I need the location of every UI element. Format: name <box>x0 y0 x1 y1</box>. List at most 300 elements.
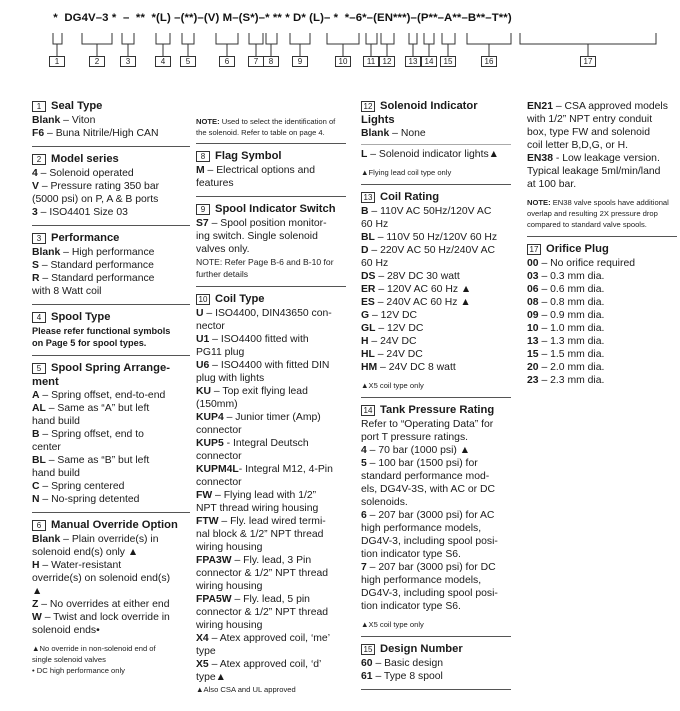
section-number: 14 <box>361 405 375 416</box>
option-text: at 100 bar. <box>527 179 577 190</box>
option-text: tion indicator type S6. <box>361 549 461 560</box>
option-text: Refer to “Operating Data” for <box>361 419 494 430</box>
option-text: connector & 1/2” NPT thread <box>196 607 329 618</box>
section-number: 3 <box>32 233 46 244</box>
option-text: solenoid end(s) only ▲ <box>32 547 139 558</box>
footnote: • DC high performance only <box>32 666 125 675</box>
option-item <box>361 283 511 296</box>
option-text: 60 Hz <box>361 219 389 230</box>
section-number: 15 <box>361 644 375 655</box>
option-text: solenoid ends• <box>32 625 100 636</box>
option-text: – 2.3 mm dia. <box>538 375 605 386</box>
option-item <box>527 257 677 270</box>
option-item <box>361 296 511 309</box>
option-code: 4 <box>361 445 367 456</box>
option-code: Blank <box>32 115 61 126</box>
footnote: compared to standard valve spools. <box>527 220 647 229</box>
section-title: Coil Type <box>215 293 265 305</box>
option-item <box>527 283 677 296</box>
section-performance <box>32 232 190 298</box>
option-text: standard performance mod- <box>361 471 490 482</box>
footnote: ▲No override in non-solenoid end of <box>32 644 156 653</box>
option-code: S7 <box>196 218 209 229</box>
footnote: ▲X5 coil type only <box>361 381 424 390</box>
option-text: – 12V DC <box>375 323 424 334</box>
section-title: Manual Override Option <box>51 519 178 531</box>
option-code: 61 <box>361 671 373 682</box>
section-title: Seal Type <box>51 100 103 112</box>
option-code: 08 <box>527 297 539 308</box>
option-text: – Type 8 spool <box>372 671 443 682</box>
divider <box>32 146 190 147</box>
option-text: wiring housing <box>196 581 263 592</box>
option-item <box>527 361 677 374</box>
code-position-box: 1 <box>49 56 65 67</box>
code-position-box: 6 <box>219 56 235 67</box>
footnote: ▲X5 coil type only <box>361 620 424 629</box>
footnote: single solenoid valves <box>32 655 106 664</box>
section-number: 1 <box>32 101 46 112</box>
section-solenoid-indicator-lights <box>361 100 511 178</box>
divider <box>361 397 511 398</box>
option-code: 20 <box>527 362 539 373</box>
option-text: with 1/2” NPT entry conduit <box>527 114 653 125</box>
orifice-list <box>527 257 677 387</box>
code-position-box: 4 <box>155 56 171 67</box>
option-text: nal block & 1/2” NPT thread <box>196 529 324 540</box>
section-orifice-plug <box>527 243 677 387</box>
option-text: – No orifice required <box>538 258 636 269</box>
option-text: – Junior timer (Amp) <box>223 412 321 423</box>
option-text: center <box>32 442 61 453</box>
option-text: – ISO4400 fitted with <box>209 334 309 345</box>
section-spool-indicator-switch <box>196 203 346 280</box>
option-code: F6 <box>32 128 45 139</box>
code-bracket <box>424 33 434 56</box>
divider <box>527 236 677 237</box>
option-text: – 240V AC 60 Hz ▲ <box>374 297 471 308</box>
footnote: overlap and resulting 2X pressure drop <box>527 209 658 218</box>
code-bracket <box>82 33 112 56</box>
section-model-series <box>32 153 190 219</box>
code-bracket <box>290 33 310 56</box>
option-code: KUP5 <box>196 438 224 449</box>
option-code: Blank <box>361 128 390 139</box>
section-special-features <box>527 100 677 230</box>
option-text: port T pressure ratings. <box>361 432 469 443</box>
option-code: X5 <box>196 659 209 670</box>
option-item <box>361 244 511 257</box>
section-number: 9 <box>196 204 210 215</box>
option-text: type <box>196 646 216 657</box>
option-text: – High performance <box>60 247 155 258</box>
option-text: – 24V DC <box>368 336 417 347</box>
section-title: Orifice Plug <box>546 243 609 255</box>
code-bracket <box>520 33 656 56</box>
divider <box>32 355 190 356</box>
option-item <box>361 444 511 457</box>
option-code: 10 <box>527 323 539 334</box>
column-4 <box>527 100 677 393</box>
divider <box>196 143 346 144</box>
option-code: 13 <box>527 336 539 347</box>
option-item <box>361 348 511 361</box>
divider <box>361 144 511 145</box>
option-code: U <box>196 308 204 319</box>
option-code: H <box>32 560 40 571</box>
section-title: Performance <box>51 232 120 244</box>
option-text: (150mm) <box>196 399 238 410</box>
coil-type-list <box>196 307 346 684</box>
option-code: Blank <box>32 247 61 258</box>
option-code: 00 <box>527 258 539 269</box>
option-text: nector <box>196 321 225 332</box>
option-text: – Top exit flying lead <box>211 386 308 397</box>
code-position-box: 5 <box>180 56 196 67</box>
option-item <box>361 457 511 470</box>
section-title: Solenoid Indicator <box>380 100 478 112</box>
option-text: coil letter B,D,G, or H. <box>527 140 629 151</box>
section-number: 5 <box>32 363 46 374</box>
option-text: – Plain override(s) in <box>60 534 159 545</box>
code-bracket <box>381 33 394 56</box>
divider <box>196 286 346 287</box>
option-text: – Solenoid indicator lights▲ <box>367 149 499 160</box>
option-item <box>361 231 511 244</box>
code-bracket <box>409 33 417 56</box>
divider <box>32 512 190 513</box>
option-code: FPA5W <box>196 594 232 605</box>
option-code: KUPM4L <box>196 464 239 475</box>
option-code: C <box>32 481 40 492</box>
option-item <box>196 632 346 645</box>
option-text: – Spring centered <box>39 481 125 492</box>
spool-type-note: Please refer functional symbols <box>32 326 171 336</box>
footnote: NOTE: EN38 valve spools have additional <box>527 198 669 207</box>
code-position-box: 8 <box>263 56 279 67</box>
option-item <box>196 307 346 320</box>
option-text: ing switch. Single solenoid <box>196 231 318 242</box>
option-text: – Atex approved coil, ‘me’ <box>208 633 331 644</box>
solenoid-id-note: the solenoid. Refer to table on page 4. <box>196 128 325 137</box>
section-title: Design Number <box>380 643 463 655</box>
option-code: ES <box>361 297 375 308</box>
option-text: – 24V DC <box>374 349 423 360</box>
option-item <box>527 322 677 335</box>
option-text: connector <box>196 425 242 436</box>
option-text: – Fly. lead wired termi- <box>218 516 326 527</box>
option-item <box>527 374 677 387</box>
option-code: U6 <box>196 360 210 371</box>
option-text: high performance models, <box>361 575 482 586</box>
section-flag-symbol <box>196 150 346 190</box>
option-text: – Viton <box>60 115 96 126</box>
divider <box>32 225 190 226</box>
option-item <box>196 411 346 424</box>
option-item <box>196 489 346 502</box>
divider <box>196 196 346 197</box>
code-position-box: 11 <box>363 56 379 67</box>
option-text: – 28V DC 30 watt <box>375 271 460 282</box>
option-text: – Standard performance <box>38 260 154 271</box>
option-code: GL <box>361 323 376 334</box>
option-item <box>361 361 511 374</box>
section-title: Coil Rating <box>380 191 440 203</box>
option-text: box, type FW and solenoid <box>527 127 651 138</box>
option-text: connector <box>196 451 242 462</box>
option-text: DG4V-3, including spool posi- <box>361 588 498 599</box>
option-code: 3 <box>32 207 38 218</box>
option-code: 60 <box>361 658 373 669</box>
section-design-number <box>361 643 511 683</box>
option-code: X4 <box>196 633 209 644</box>
option-code: HL <box>361 349 375 360</box>
option-text: – Fly. lead, 3 Pin <box>231 555 312 566</box>
option-text: - Integral Deutsch <box>223 438 309 449</box>
option-code: M <box>196 165 205 176</box>
option-text: – ISO4401 Size 03 <box>37 207 128 218</box>
option-code: L <box>361 149 368 160</box>
option-text: – 70 bar (1000 psi) ▲ <box>366 445 471 456</box>
section-title: Tank Pressure Rating <box>380 404 495 416</box>
column-1 <box>32 100 190 682</box>
code-bracket <box>216 33 238 56</box>
section-number: 17 <box>527 244 541 255</box>
option-text: – Standard performance <box>39 273 155 284</box>
option-text: – None <box>389 128 426 139</box>
option-code: G <box>361 310 370 321</box>
option-text: – Same as “A” but left <box>45 403 150 414</box>
option-text: wiring housing <box>196 542 263 553</box>
option-text: – 110V 50 Hz/120V 60 Hz <box>374 232 498 243</box>
option-text: PG11 plug <box>196 347 245 358</box>
option-code: Z <box>32 599 39 610</box>
option-code: Blank <box>32 534 61 545</box>
option-text: – Spring offset, end to <box>39 429 144 440</box>
section-title: Model series <box>51 153 119 165</box>
option-text: connector & 1/2” NPT thread <box>196 568 329 579</box>
option-code: 15 <box>527 349 539 360</box>
option-code: 06 <box>527 284 539 295</box>
code-position-box: 13 <box>405 56 421 67</box>
option-item <box>361 309 511 322</box>
option-code: BL <box>361 232 375 243</box>
option-item <box>361 322 511 335</box>
code-position-box: 16 <box>481 56 497 67</box>
option-text: – 100 bar (1500 psi) for <box>366 458 478 469</box>
option-text: hand build <box>32 468 80 479</box>
option-item <box>527 348 677 361</box>
option-text: – 24V DC 8 watt <box>377 362 456 373</box>
section-number: 2 <box>32 154 46 165</box>
section-number: 12 <box>361 101 375 112</box>
option-item <box>527 335 677 348</box>
option-code: FTW <box>196 516 219 527</box>
option-code: D <box>361 245 369 256</box>
option-item <box>361 270 511 283</box>
section-seal-type <box>32 100 190 140</box>
code-bracket <box>467 33 511 56</box>
option-text: – 120V AC 60 Hz ▲ <box>375 284 472 295</box>
divider <box>361 689 511 690</box>
option-code: N <box>32 494 40 505</box>
code-position-box: 7 <box>248 56 264 67</box>
option-code: R <box>32 273 40 284</box>
option-item <box>361 561 511 574</box>
section-spool-spring <box>32 362 190 506</box>
option-text: - Integral M12, 4-Pin <box>238 464 333 475</box>
section-number: 4 <box>32 312 46 323</box>
option-text: els, DG4V-3S, with AC or DC <box>361 484 495 495</box>
option-code: H <box>361 336 369 347</box>
option-code: DS <box>361 271 376 282</box>
option-item <box>361 509 511 522</box>
option-code: EN21 <box>527 101 553 112</box>
section-manual-override <box>32 519 190 676</box>
option-text: – Atex approved coil, ‘d’ <box>208 659 322 670</box>
option-code: S <box>32 260 39 271</box>
option-text: tion indicator type S6. <box>361 601 461 612</box>
option-item <box>196 658 346 671</box>
option-code: FPA3W <box>196 555 232 566</box>
option-code: 7 <box>361 562 367 573</box>
option-code: ER <box>361 284 376 295</box>
option-item <box>196 593 346 606</box>
option-text: – ISO4400 with fitted DIN <box>209 360 330 371</box>
section-tank-pressure <box>361 404 511 630</box>
section-title: Spool Type <box>51 311 111 323</box>
option-text: – Fly. lead, 5 pin <box>231 594 310 605</box>
option-text: – Twist and lock override in <box>41 612 170 623</box>
option-text: – 207 bar (3000 psi) for DC <box>366 562 496 573</box>
option-text: wiring housing <box>196 620 263 631</box>
code-bracket <box>156 33 170 56</box>
option-text: – Spring offset, end-to-end <box>39 390 166 401</box>
option-code: W <box>32 612 42 623</box>
divider <box>361 636 511 637</box>
option-item <box>361 335 511 348</box>
option-text: – Solenoid operated <box>37 168 134 179</box>
option-item <box>196 359 346 372</box>
coil-rating-list <box>361 205 511 374</box>
option-text: – Basic design <box>372 658 444 669</box>
section-number: 8 <box>196 151 210 162</box>
section-title: Flag Symbol <box>215 150 282 162</box>
code-position-box: 2 <box>89 56 105 67</box>
code-bracket <box>53 33 62 56</box>
option-text: – No overrides at either end <box>38 599 170 610</box>
option-code: 23 <box>527 375 539 386</box>
option-code: AL <box>32 403 46 414</box>
option-text: hand build <box>32 416 80 427</box>
option-code: FW <box>196 490 213 501</box>
section-number: 13 <box>361 192 375 203</box>
option-text: – Spool position monitor- <box>208 218 327 229</box>
option-item <box>196 385 346 398</box>
option-text: – 12V DC <box>369 310 418 321</box>
option-code: 6 <box>361 510 367 521</box>
option-text: valves only. <box>196 244 250 255</box>
option-text: – 0.3 mm dia. <box>538 271 605 282</box>
section-number: 6 <box>32 520 46 531</box>
section-spool-type <box>32 311 190 349</box>
option-code: V <box>32 181 39 192</box>
option-text: – 1.3 mm dia. <box>538 336 605 347</box>
code-position-box: 14 <box>421 56 437 67</box>
option-text: override(s) on solenoid end(s) <box>32 573 171 584</box>
model-code-string: * DG4V–3 * – ** *(L) –(**)–(V) M–(S*)–* ** * D* (L)– * *–6*–(EN***)–(P**–A**–B**–T**) <box>50 12 512 24</box>
option-code: 09 <box>527 310 539 321</box>
code-bracket <box>249 33 263 56</box>
footnote: further details <box>196 269 249 279</box>
footnote: ▲Also CSA and UL approved <box>196 685 296 694</box>
option-item <box>196 333 346 346</box>
option-text: – Same as “B” but left <box>45 455 150 466</box>
option-text: – 110V AC 50Hz/120V AC <box>368 206 492 217</box>
option-text: connector <box>196 477 242 488</box>
option-code: HM <box>361 362 378 373</box>
option-text: features <box>196 178 234 189</box>
code-bracket <box>182 33 194 56</box>
option-text: 60 Hz <box>361 258 389 269</box>
option-text: – Flying lead with 1/2” <box>212 490 317 501</box>
spool-type-note: on Page 5 for spool types. <box>32 338 147 348</box>
option-code: KUP4 <box>196 412 224 423</box>
option-code: 5 <box>361 458 367 469</box>
option-text: – 0.8 mm dia. <box>538 297 605 308</box>
option-text: – Water-resistant <box>39 560 122 571</box>
option-text: Typical leakage 5ml/min/land <box>527 166 661 177</box>
option-text: - Low leakage version. <box>553 153 660 164</box>
option-text: – ISO4400, DIN43650 con- <box>203 308 332 319</box>
option-text: – Electrical options and <box>204 165 315 176</box>
code-position-box: 10 <box>335 56 351 67</box>
option-text: – 2.0 mm dia. <box>538 362 605 373</box>
code-position-box: 9 <box>292 56 308 67</box>
option-text: – Buna Nitrile/High CAN <box>44 128 159 139</box>
section-title-cont: ment <box>32 376 59 388</box>
section-title-cont: Lights <box>361 114 395 126</box>
option-item <box>527 309 677 322</box>
option-item <box>527 270 677 283</box>
section-title: Spool Indicator Switch <box>215 203 336 215</box>
code-position-box: 15 <box>440 56 456 67</box>
code-bracket <box>366 33 377 56</box>
code-bracket <box>327 33 359 56</box>
option-code: B <box>32 429 40 440</box>
code-bracket <box>122 33 134 56</box>
option-text: (5000 psi) on P, A & B ports <box>32 194 159 205</box>
divider <box>32 304 190 305</box>
footnote: NOTE: Refer Page B-6 and B-10 for <box>196 257 334 267</box>
option-text: – 1.0 mm dia. <box>538 323 605 334</box>
section-coil-type <box>196 293 346 695</box>
option-text: – 220V AC 50 Hz/240V AC <box>368 245 496 256</box>
section-number: 10 <box>196 294 210 305</box>
code-bracket <box>442 33 455 56</box>
tank-pressure-list <box>361 444 511 613</box>
option-item <box>527 296 677 309</box>
footnote: ▲Flying lead coil type only <box>361 168 452 177</box>
option-text: – Pressure rating 350 bar <box>38 181 160 192</box>
code-position-box: 17 <box>580 56 596 67</box>
option-code: BL <box>32 455 46 466</box>
section-coil-rating <box>361 191 511 391</box>
option-text: – 0.9 mm dia. <box>538 310 605 321</box>
option-item <box>196 554 346 567</box>
option-text: – No-spring detented <box>39 494 140 505</box>
option-text: NPT thread wiring housing <box>196 503 319 514</box>
